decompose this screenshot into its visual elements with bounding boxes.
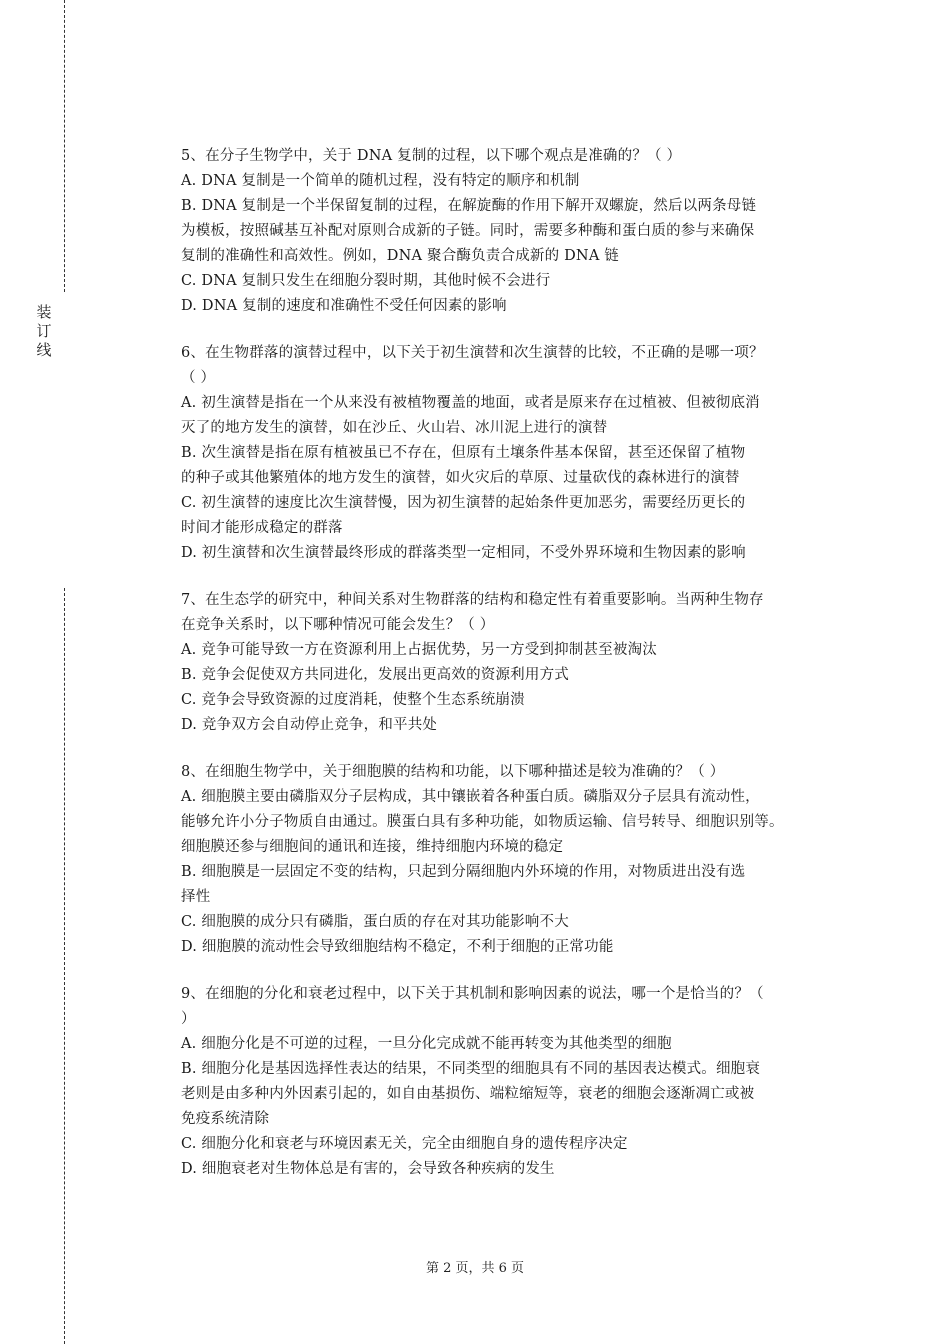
option-a: A. 初生演替是指在一个从来没有被植物覆盖的地面，或者是原来存在过植被、但被彻底消 [181, 395, 760, 411]
binding-label [34, 303, 54, 360]
question-stem: 7、在生态学的研究中，种间关系对生物群落的结构和稳定性有着重要影响。当两种生物存 [181, 592, 764, 608]
option-a: A. 细胞分化是不可逆的过程，一旦分化完成就不能再转变为其他类型的细胞 [181, 1036, 672, 1052]
option-d: D. 细胞膜的流动性会导致细胞结构不稳定，不利于细胞的正常功能 [181, 939, 614, 955]
option-c: C. 初生演替的速度比次生演替慢，因为初生演替的起始条件更加恶劣，需要经历更长的 [181, 495, 746, 511]
binding-char: 线 [36, 341, 52, 359]
option-d: D. 细胞衰老对生物体总是有害的，会导致各种疾病的发生 [181, 1161, 555, 1177]
option-a: A. 细胞膜主要由磷脂双分子层构成，其中镶嵌着各种蛋白质。磷脂双分子层具有流动性， [181, 789, 760, 805]
question-stem-cont: （ ） [181, 370, 216, 386]
option-b: B. 竞争会促使双方共同进化，发展出更高效的资源利用方式 [181, 667, 569, 683]
option-b-cont: 复制的准确性和高效性。例如，DNA 聚合酶负责合成新的 DNA 链 [181, 248, 619, 264]
option-b: B. DNA 复制是一个半保留复制的过程，在解旋酶的作用下解开双螺旋，然后以两条母链 [181, 198, 757, 214]
option-b-cont: 的种子或其他繁殖体的地方发生的演替，如火灾后的草原、过量砍伐的森林进行的演替 [181, 470, 740, 486]
option-a-cont: 细胞膜还参与细胞间的通讯和连接，维持细胞内环境的稳定 [181, 839, 564, 855]
question-7 [181, 588, 851, 738]
binding-line-top [64, 0, 65, 292]
option-b: B. 次生演替是指在原有植被虽已不存在，但原有土壤条件基本保留，甚至还保留了植物 [181, 445, 746, 461]
question-stem: 5、在分子生物学中，关于 DNA 复制的过程，以下哪个观点是准确的？（ ） [181, 148, 682, 164]
question-8 [181, 760, 851, 960]
option-a: A. DNA 复制是一个简单的随机过程，没有特定的顺序和机制 [181, 173, 580, 189]
option-c: C. 细胞膜的成分只有磷脂，蛋白质的存在对其功能影响不大 [181, 914, 569, 930]
binding-char: 装 [36, 303, 52, 321]
question-stem: 9、在细胞的分化和衰老过程中，以下关于其机制和影响因素的说法，哪一个是恰当的？（ [181, 986, 764, 1002]
option-b-cont: 为模板，按照碱基互补配对原则合成新的子链。同时，需要多种酶和蛋白质的参与来确保 [181, 223, 755, 239]
option-a-cont: 能够允许小分子物质自由通过。膜蛋白具有多种功能，如物质运输、信号转导、细胞识别等。 [181, 814, 784, 830]
question-stem-cont: ） [181, 1011, 196, 1027]
option-d: D. 竞争双方会自动停止竞争，和平共处 [181, 717, 438, 733]
option-b: B. 细胞膜是一层固定不变的结构，只起到分隔细胞内外环境的作用，对物质进出没有选 [181, 864, 746, 880]
option-c: C. 细胞分化和衰老与环境因素无关，完全由细胞自身的遗传程序决定 [181, 1136, 628, 1152]
question-9 [181, 982, 851, 1182]
option-c: C. 竞争会导致资源的过度消耗，使整个生态系统崩溃 [181, 692, 525, 708]
binding-char: 订 [36, 322, 52, 340]
option-a-cont: 灭了的地方发生的演替，如在沙丘、火山岩、冰川泥上进行的演替 [181, 420, 608, 436]
option-c: C. DNA 复制只发生在细胞分裂时期，其他时候不会进行 [181, 273, 551, 289]
page-number: 第 2 页，共 6 页 [425, 1261, 525, 1276]
option-b-cont: 免疫系统清除 [181, 1111, 270, 1127]
binding-line-bottom [64, 588, 65, 1344]
question-stem: 8、在细胞生物学中，关于细胞膜的结构和功能，以下哪种描述是较为准确的？（ ） [181, 764, 725, 780]
option-a: A. 竞争可能导致一方在资源利用上占据优势，另一方受到抑制甚至被淘汰 [181, 642, 657, 658]
option-d: D. DNA 复制的速度和准确性不受任何因素的影响 [181, 298, 507, 314]
option-c-cont: 时间才能形成稳定的群落 [181, 520, 343, 536]
question-6 [181, 341, 851, 566]
question-list [181, 144, 851, 1204]
question-stem: 6、在生物群落的演替过程中，以下关于初生演替和次生演替的比较，不正确的是哪一项？ [181, 345, 764, 361]
option-d: D. 初生演替和次生演替最终形成的群落类型一定相同，不受外界环境和生物因素的影响 [181, 545, 746, 561]
option-b: B. 细胞分化是基因选择性表达的结果，不同类型的细胞具有不同的基因表达模式。细胞衰 [181, 1061, 761, 1077]
question-5 [181, 144, 851, 319]
option-b-cont: 择性 [181, 889, 211, 905]
question-stem-cont: 在竞争关系时，以下哪种情况可能会发生？（ ） [181, 617, 495, 633]
option-b-cont: 老则是由多种内外因素引起的，如自由基损伤、端粒缩短等，衰老的细胞会逐渐凋亡或被 [181, 1086, 755, 1102]
